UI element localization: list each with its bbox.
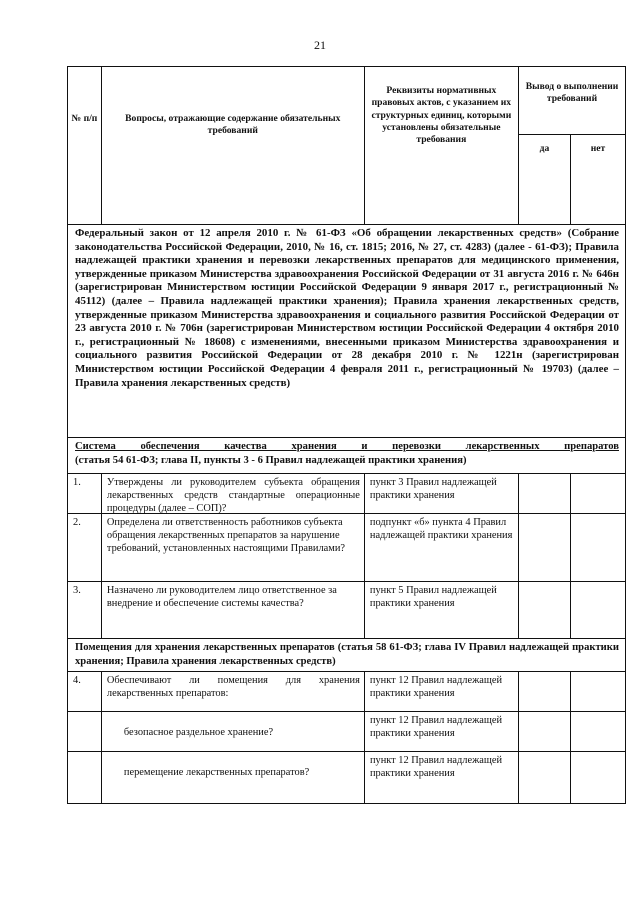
section-quality-system: [68, 438, 625, 474]
row-yes-cell[interactable]: [519, 752, 571, 803]
table-row: [68, 712, 625, 752]
table-row: [68, 752, 625, 803]
row-reference: пункт 12 Правил надлежащей практики хранения: [365, 672, 519, 711]
header-no: нет: [590, 143, 606, 154]
row-no-cell[interactable]: [571, 712, 625, 751]
row-number: 4.: [68, 672, 102, 711]
table-row: [68, 514, 625, 582]
section-law-text: Федеральный закон от 12 апреля 2010 г. № 61-ФЗ «Об обращении лекарственных средств» (Собрание законодательства Российской Федерации, 2010, № 16, ст. 1815; 2016, № 27, ст. 4283) (далее - 61-ФЗ); Правила надлежащей практики хранения и перевозки лекарственных препаратов для медицинского применения, утвержденные приказом Министерства здравоохранения Российской Федерации от 31 августа 2016 г. № 646н (зарегистрирован Министерством юстиции Российской Федерации 9 января 2017 г., регистрационный № 45112) (далее – Правила надлежащей практики хранения); Правила хранения лекарственных средств, утвержденные приказом Министерства здравоохранения и социального развития Российской Федерации от 23 августа 2010 г. № 706н (зарегистрирован Министерством юстиции Российской Федерации 4 октября 2010 г., регистрационный № 18608) с изменениями, внесенными приказом Министерства здравоохранения и социального развития Российской Федерации от 28 декабря 2010 г. № 1221н (зарегистрирован Министерством юстиции Российской Федерации 4 февраля 2011 г., регистрационный № 19703) (далее – Правила хранения лекарственных средств): [75, 227, 619, 389]
row-yes-cell[interactable]: [519, 672, 571, 711]
row-number: 1.: [68, 474, 102, 513]
row-yes-cell[interactable]: [519, 712, 571, 751]
row-question: перемещение лекарственных препаратов?: [102, 752, 365, 803]
header-requisites: Реквизиты нормативных правовых актов, с указанием их структурных единиц, которыми установлены обязательные требования: [365, 67, 519, 224]
row-reference: пункт 5 Правил надлежащей практики хранения: [365, 582, 519, 638]
table-row: [68, 672, 625, 712]
row-question: Назначено ли руководителем лицо ответственное за внедрение и обеспечение системы качества?: [102, 582, 365, 638]
row-yes-cell[interactable]: [519, 514, 571, 581]
header-questions: Вопросы, отражающие содержание обязательных требований: [102, 67, 365, 224]
header-outcome: [519, 67, 625, 224]
row-yes-cell[interactable]: [519, 474, 571, 513]
header-yes: да: [519, 135, 571, 224]
row-reference: пункт 12 Правил надлежащей практики хранения: [365, 752, 519, 803]
section-quality-ref: (статья 54 61-ФЗ; глава II, пункты 3 - 6 Правил надлежащей практики хранения): [75, 454, 467, 466]
row-number: [68, 712, 102, 751]
section-premises-text: Помещения для хранения лекарственных препаратов (статья 58 61-ФЗ; глава IV Правил надлежащей практики хранения; Правила хранения лекарственных средств): [75, 642, 619, 667]
section-premises: [68, 639, 625, 672]
row-no-cell[interactable]: [571, 672, 625, 711]
section-law: [68, 225, 625, 438]
row-question: безопасное раздельное хранение?: [102, 712, 365, 751]
row-no-cell[interactable]: [571, 582, 625, 638]
row-no-cell[interactable]: [571, 752, 625, 803]
row-no-cell[interactable]: [571, 514, 625, 581]
row-no-cell[interactable]: [571, 474, 625, 513]
row-reference: пункт 3 Правил надлежащей практики хранения: [365, 474, 519, 513]
row-question: Определена ли ответственность работников субъекта обращения лекарственных препаратов за нарушение требований, установленных настоящими Правилами?: [102, 514, 365, 581]
row-yes-cell[interactable]: [519, 582, 571, 638]
row-question: Утверждены ли руководителем субъекта обращения лекарственных средств стандартные операционные процедуры (далее – СОП)?: [102, 474, 365, 513]
checklist-table: [67, 66, 626, 804]
row-number: 3.: [68, 582, 102, 638]
page-number: 21: [314, 38, 326, 52]
row-number: [68, 752, 102, 803]
row-reference: подпункт «б» пункта 4 Правил надлежащей практики хранения: [365, 514, 519, 581]
table-header: [68, 67, 625, 225]
row-question: Обеспечивают ли помещения для хранения лекарственных препаратов:: [102, 672, 365, 711]
row-number: 2.: [68, 514, 102, 581]
table-row: [68, 582, 625, 639]
header-number: № п/п: [68, 67, 102, 224]
table-row: [68, 474, 625, 514]
header-outcome-title: Вывод о выполнении требований: [519, 67, 625, 135]
row-reference: пункт 12 Правил надлежащей практики хранения: [365, 712, 519, 751]
section-quality-title: Система обеспечения качества хранения и перевозки лекарственных препаратов: [75, 441, 619, 452]
